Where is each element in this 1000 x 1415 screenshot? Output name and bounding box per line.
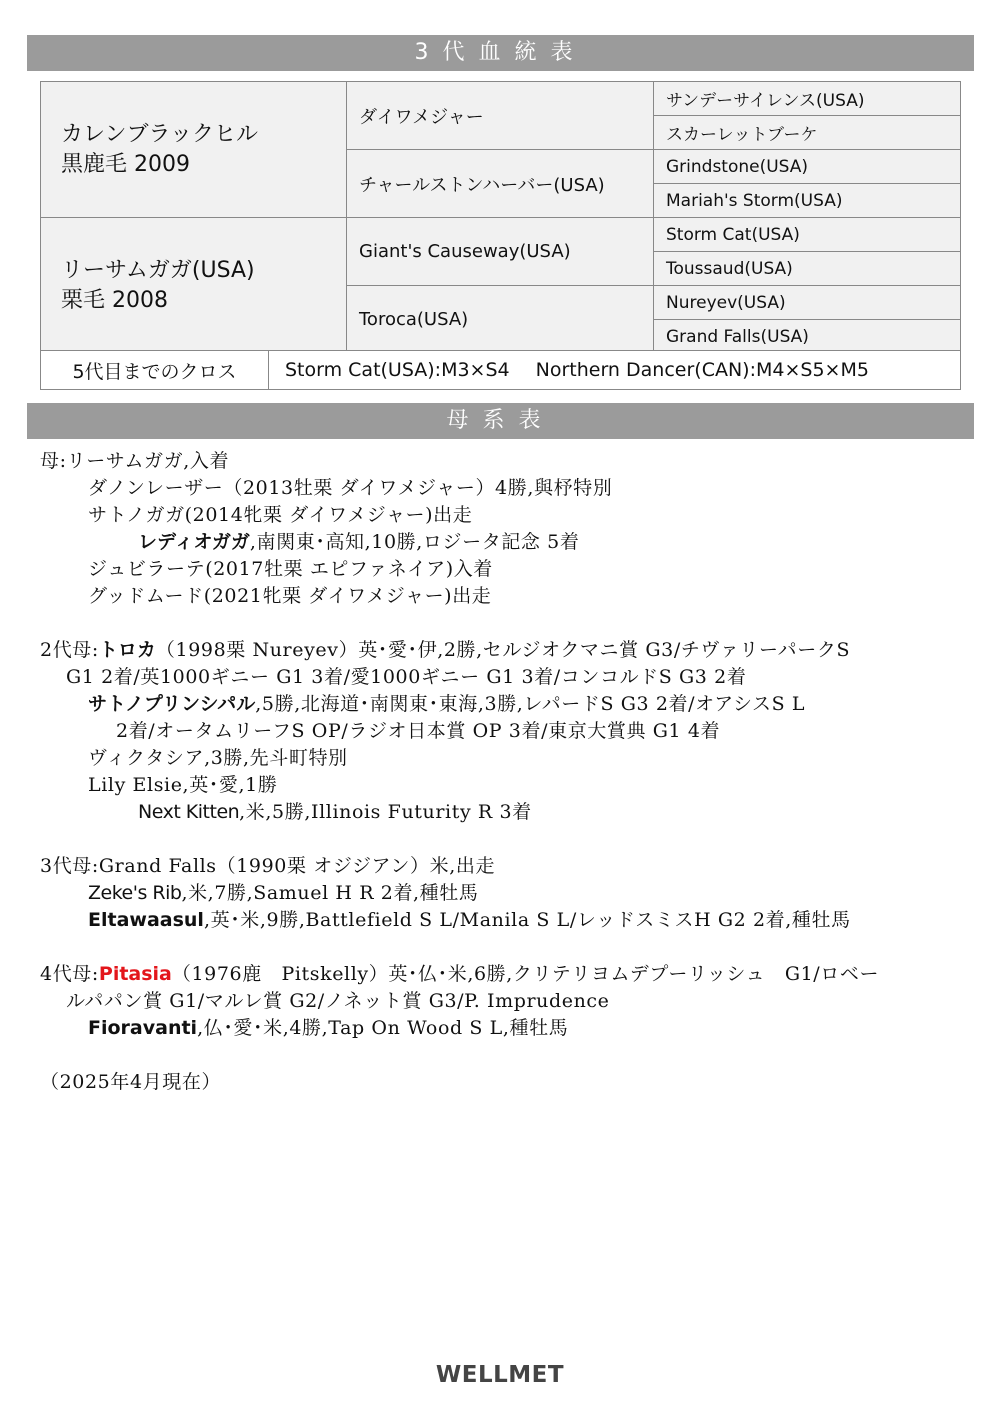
horse-name: サトノプリンシパル: [88, 693, 256, 715]
gen3-5: Storm Cat(USA): [654, 218, 961, 252]
sire-sire: ダイワメジャー: [347, 82, 654, 150]
dam-cell: [41, 218, 347, 354]
sire-info: 黒鹿毛 2009: [61, 151, 190, 177]
horse-record: （1976鹿 Pitskelly）英･仏･米,6勝,クリテリヨムデプーリッシュ G1/ロベー: [171, 963, 880, 985]
horse-name: レディオガガ: [138, 531, 250, 553]
sire-name: カレンブラックヒル: [61, 121, 259, 147]
family-tree: [40, 448, 975, 1096]
gen3-4: Mariah's Storm(USA): [654, 184, 961, 218]
horse-name-highlight: Pitasia: [98, 963, 172, 985]
horse-record: ,仏･愛･米,4勝,Tap On Wood S L,種牡馬: [197, 1017, 569, 1039]
second-dam-foal: Lily Elsie,英･愛,1勝: [88, 774, 278, 796]
generation-label: 2代母:: [40, 639, 99, 661]
horse-record: ,英･米,9勝,Battlefield S L/Manila S L/レッドスミスH G2 2着,種牡馬: [203, 909, 851, 931]
horse-record: （1998栗 Nureyev）英･愛･伊,2勝,セルジオクマニ賞 G3/チヴァリーパークS: [155, 639, 851, 661]
dam-foal: サトノガガ(2014牝栗 ダイワメジャー)出走: [88, 504, 473, 526]
cross-1: Storm Cat(USA):M3×S4: [285, 359, 510, 381]
horse-name: Eltawaasul: [88, 909, 204, 931]
horse-record: ,米,7勝,Samuel H R 2着,種牡馬: [181, 882, 479, 904]
dam-foal: ジュビラーテ(2017牡栗 エピファネイア)入着: [88, 558, 493, 580]
pedigree-table: [40, 81, 961, 354]
pedigree-header: 3代血統表: [27, 35, 974, 71]
third-dam-line: 3代母:Grand Falls（1990栗 オジジアン）米,出走: [40, 855, 496, 877]
second-dam-continued: G1 2着/英1000ギニー G1 3着/愛1000ギニー G1 3着/コンコルドS G3 2着: [66, 666, 747, 688]
horse-record: ,5勝,北海道･南関東･東海,3勝,レパードS G3 2着/オアシスS L: [255, 693, 806, 715]
horse-name: Next Kitten: [138, 801, 240, 823]
gen3-8: Grand Falls(USA): [654, 320, 961, 354]
horse-record: ,南関東･高知,10勝,ロジータ記念 5着: [249, 531, 580, 553]
horse-record: ,米,5勝,Illinois Futurity R 3着: [239, 801, 532, 823]
sire-dam: チャールストンハーバー(USA): [347, 150, 654, 218]
cross-2: Northern Dancer(CAN):M4×S5×M5: [535, 359, 869, 381]
third-dam-foal: [40, 880, 975, 907]
gen3-6: Toussaud(USA): [654, 252, 961, 286]
gen3-1: サンデーサイレンス(USA): [654, 82, 961, 116]
horse-name: Zeke's Rib: [88, 882, 182, 904]
sire-cell: [41, 82, 347, 218]
horse-name: トロカ: [98, 639, 156, 661]
as-of-date: （2025年4月現在）: [40, 1071, 222, 1093]
dam-info: 栗毛 2008: [61, 287, 168, 313]
fourth-dam-continued: ルパパン賞 G1/マルレ賞 G2/ノネット賞 G3/P. Imprudence: [66, 990, 610, 1012]
fourth-dam-line: [40, 961, 975, 988]
second-dam-line: [40, 637, 975, 664]
dam-name: リーサムガガ(USA): [61, 257, 255, 283]
second-dam-foal-continued: 2着/オータムリーフS OP/ラジオ日本賞 OP 3着/東京大賞典 G1 4着: [116, 720, 721, 742]
horse-name: Fioravanti: [88, 1017, 198, 1039]
dam-foal: グッドムード(2021牝栗 ダイワメジャー)出走: [88, 585, 492, 607]
second-dam-foal: [40, 691, 975, 718]
brand-logo: WELLMET: [435, 1362, 565, 1388]
dam-foal: ダノンレーザー（2013牡栗 ダイワメジャー）4勝,與杼特別: [88, 477, 613, 499]
fourth-dam-foal: [40, 1015, 975, 1042]
family-header: 母系表: [27, 403, 974, 439]
gen3-7: Nureyev(USA): [654, 286, 961, 320]
dam-line: 母:リーサムガガ,入着: [40, 450, 230, 472]
granddaughter-foal: [40, 529, 975, 556]
third-dam-foal: [40, 907, 975, 934]
dam-dam: Toroca(USA): [347, 286, 654, 354]
dam-sire: Giant's Causeway(USA): [347, 218, 654, 286]
generation-label: 4代母:: [40, 963, 99, 985]
second-dam-foal: ヴィクタシア,3勝,先斗町特別: [88, 747, 348, 769]
cross-value: [269, 351, 961, 390]
cross-table: [40, 350, 961, 390]
gen3-2: スカーレットブーケ: [654, 116, 961, 150]
gen3-3: Grindstone(USA): [654, 150, 961, 184]
granddaughter-foal: [40, 799, 975, 826]
cross-label: 5代目までのクロス: [41, 351, 269, 390]
